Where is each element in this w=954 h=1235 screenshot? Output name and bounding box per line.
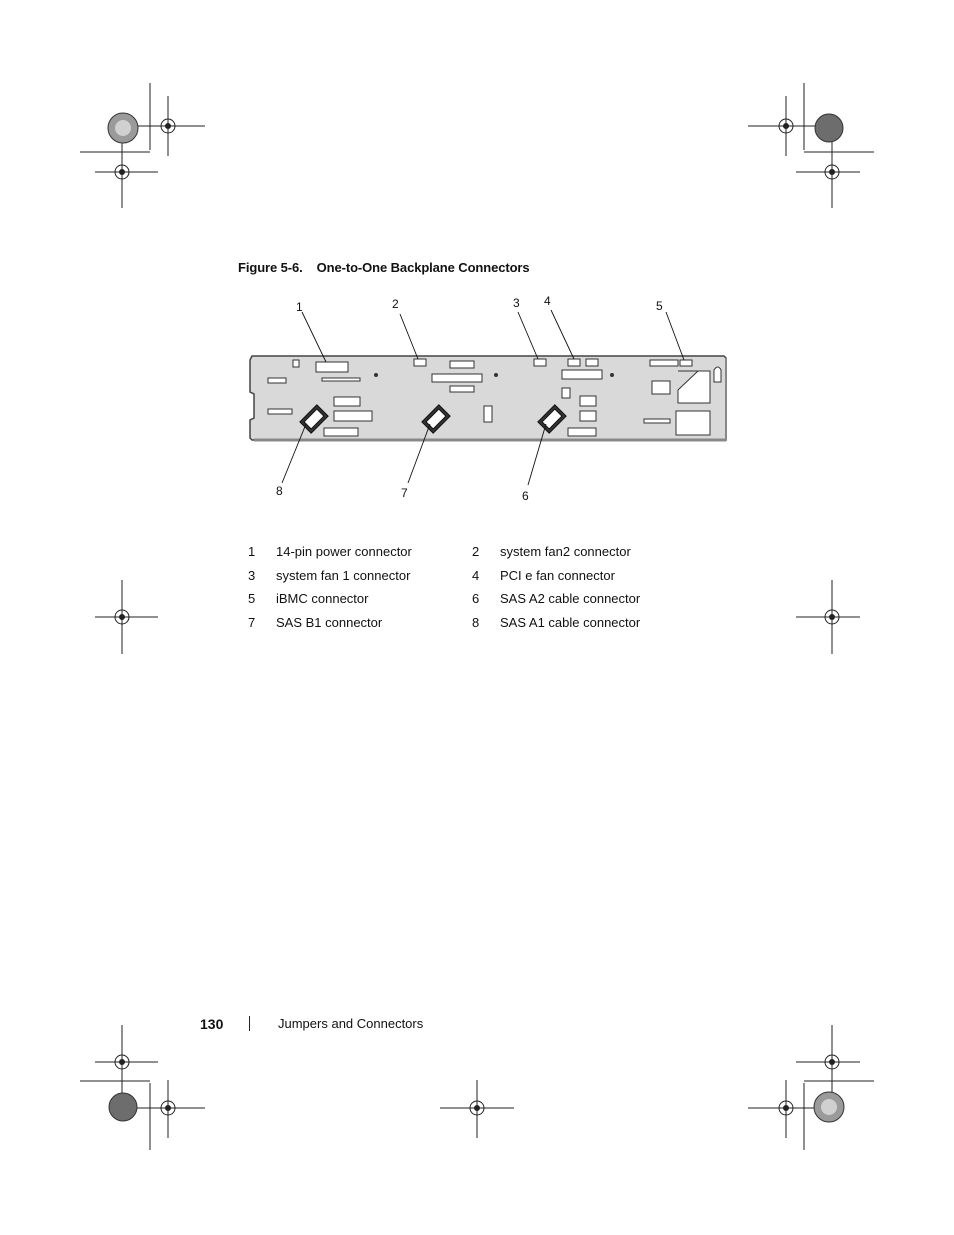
figure-title: One-to-One Backplane Connectors (316, 260, 530, 275)
legend-label: SAS A1 cable connector (500, 614, 641, 630)
callout-5: 5 (656, 299, 663, 313)
callout-2: 2 (392, 297, 399, 311)
figure-number: Figure 5-6. (238, 260, 303, 275)
legend-label: SAS B1 connector (276, 614, 383, 630)
figure-caption (238, 260, 530, 275)
callout-8: 8 (276, 484, 283, 498)
connector-legend (248, 540, 718, 634)
legend-label: SAS A2 cable connector (500, 591, 641, 607)
footer-section-title: Jumpers and Connectors (278, 1016, 424, 1031)
legend-label: system fan2 connector (500, 544, 631, 560)
legend-row (248, 540, 718, 564)
legend-num: 6 (472, 591, 480, 607)
legend-num: 2 (472, 544, 480, 560)
legend-num: 7 (248, 614, 256, 630)
legend-num: 1 (248, 544, 256, 560)
callout-7: 7 (401, 486, 408, 500)
footer-divider (249, 1016, 250, 1031)
connector-1-shape (316, 362, 348, 372)
legend-row (248, 564, 718, 588)
legend-label: system fan 1 connector (276, 567, 411, 583)
legend-row (248, 587, 718, 611)
legend-label: PCI e fan connector (500, 567, 615, 583)
callout-4: 4 (544, 294, 551, 308)
callout-1: 1 (296, 300, 303, 314)
callout-6: 6 (522, 489, 529, 503)
legend-label: iBMC connector (276, 591, 369, 607)
callout-3: 3 (513, 296, 520, 310)
legend-label: 14-pin power connector (276, 544, 412, 560)
legend-num: 8 (472, 614, 480, 630)
legend-num: 3 (248, 567, 256, 583)
page-number: 130 (200, 1016, 224, 1032)
legend-row (248, 611, 718, 635)
backplane-diagram (238, 290, 738, 505)
legend-num: 5 (248, 591, 256, 607)
legend-num: 4 (472, 567, 480, 583)
